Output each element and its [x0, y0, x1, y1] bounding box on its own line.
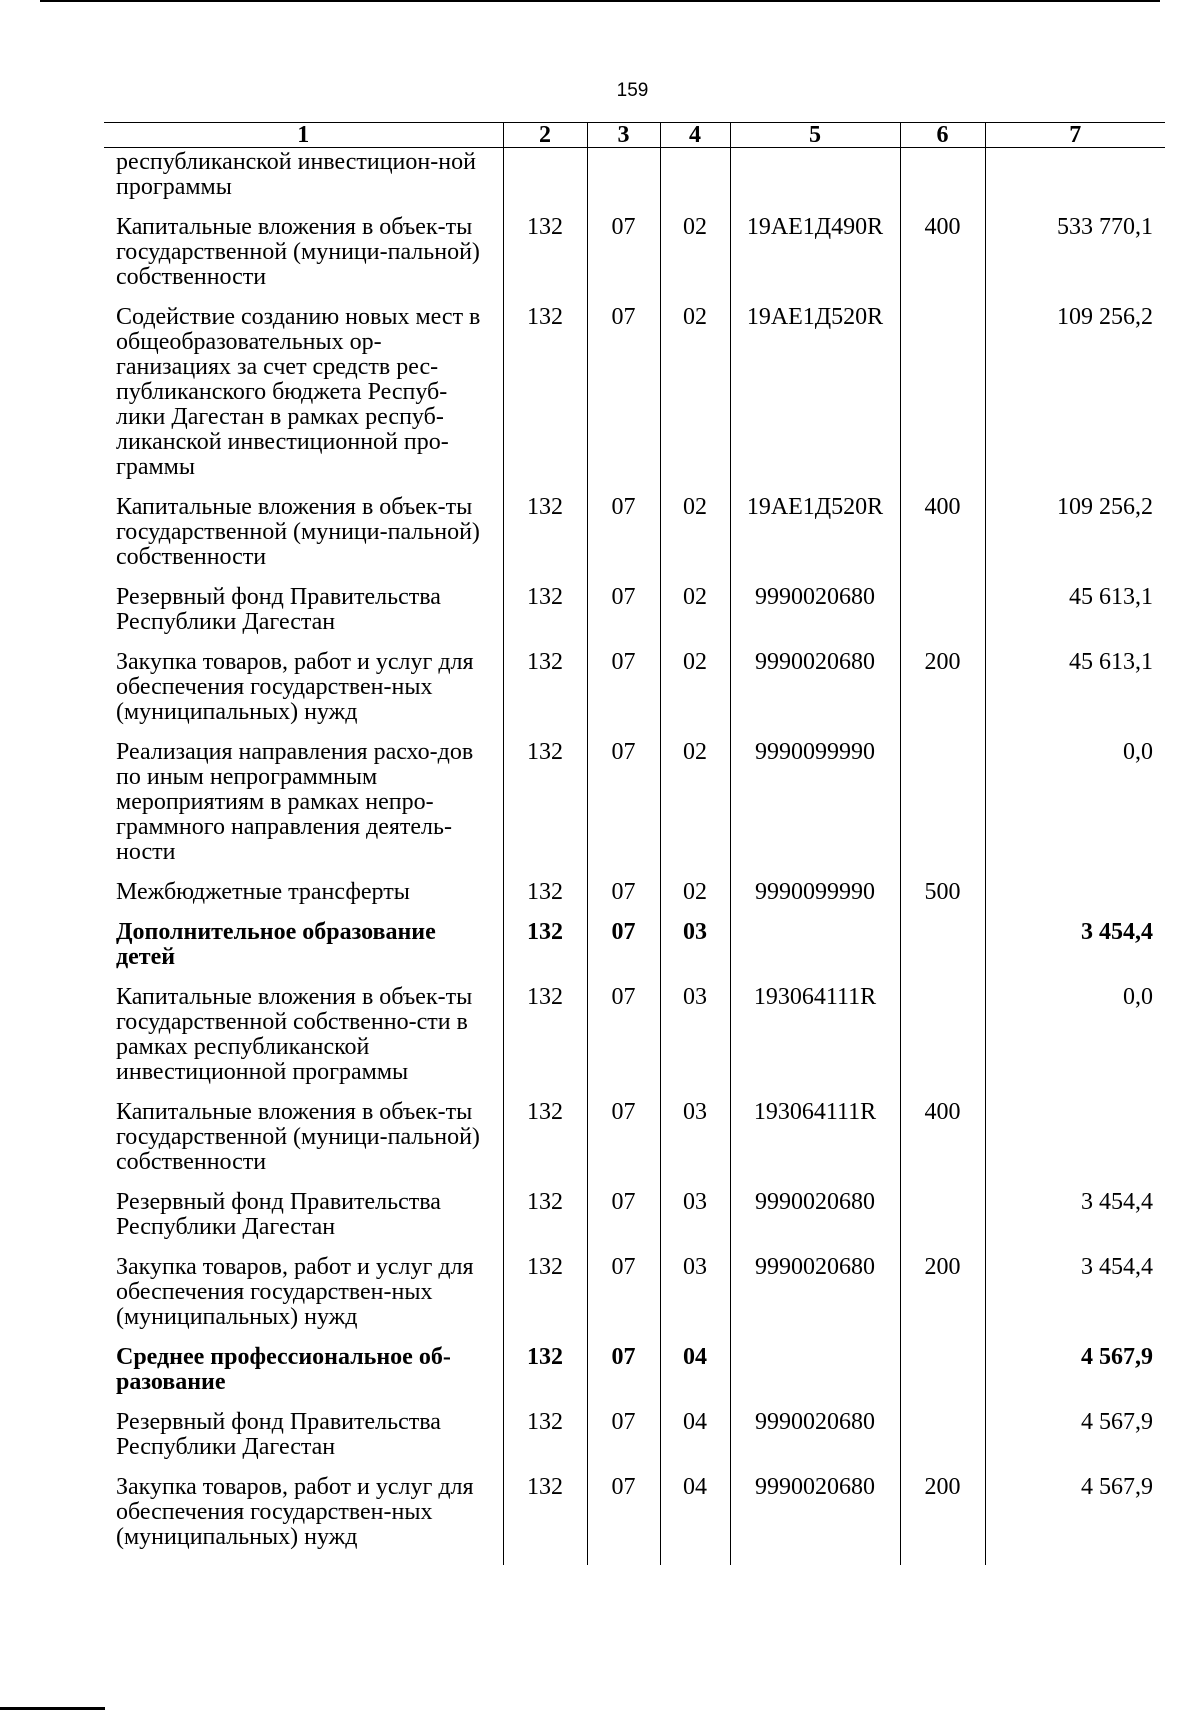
- header-row: [104, 123, 1165, 148]
- table-row: [104, 920, 1165, 985]
- amount-cell: 3 454,4: [985, 920, 1165, 985]
- target-article-cell: 9990020680: [730, 1190, 900, 1255]
- target-article-cell: 19АЕ1Д520R: [730, 495, 900, 585]
- expense-type-cell: 400: [900, 495, 985, 585]
- target-article-cell: 9990099990: [730, 880, 900, 920]
- row-name-cell: Дополнительное образование детей: [116, 919, 436, 970]
- row-name-cell: Резервный фонд Правительства Республики Дагестан: [116, 1409, 441, 1460]
- table-row: [104, 1410, 1165, 1475]
- page-number: 159: [616, 80, 649, 101]
- subsection-cell: 04: [660, 1475, 730, 1565]
- column-header: 6: [900, 123, 985, 148]
- column-header: 7: [985, 123, 1165, 148]
- row-name-cell: Содействие созданию новых мест в общеобразовательных ор-ганизациях за счет средств рес-публиканского бюджета Респуб-лики Дагестан в рамках респуб-ликанской инвестиционной про-граммы: [116, 304, 481, 480]
- code-cell: 132: [503, 880, 587, 920]
- section-cell: 07: [587, 1475, 660, 1565]
- code-cell: 132: [503, 1255, 587, 1345]
- subsection-cell: 02: [660, 215, 730, 305]
- target-article-cell: 19АЕ1Д490R: [730, 215, 900, 305]
- amount-cell: [985, 1100, 1165, 1190]
- section-cell: 07: [587, 215, 660, 305]
- table-row: [104, 1255, 1165, 1345]
- subsection-cell: 02: [660, 740, 730, 880]
- subsection-cell: 02: [660, 495, 730, 585]
- footnote-rule: [0, 1707, 105, 1710]
- column-header: 2: [503, 123, 587, 148]
- section-cell: 07: [587, 305, 660, 495]
- expense-type-cell: 200: [900, 650, 985, 740]
- code-cell: 132: [503, 740, 587, 880]
- target-article-cell: 193064111R: [730, 985, 900, 1100]
- target-article-cell: 9990020680: [730, 1255, 900, 1345]
- row-name-cell: Закупка товаров, работ и услуг для обеспечения государствен-ных (муниципальных) нужд: [116, 1474, 474, 1550]
- section-cell: 07: [587, 1100, 660, 1190]
- subsection-cell: 03: [660, 1255, 730, 1345]
- table-row: [104, 985, 1165, 1100]
- table-row: [104, 1190, 1165, 1255]
- row-name-cell: Закупка товаров, работ и услуг для обеспечения государствен-ных (муниципальных) нужд: [116, 649, 474, 725]
- code-cell: 132: [503, 1100, 587, 1190]
- amount-cell: 45 613,1: [985, 650, 1165, 740]
- section-cell: [587, 148, 660, 216]
- section-cell: 07: [587, 1190, 660, 1255]
- expense-type-cell: [900, 585, 985, 650]
- row-name-cell: Межбюджетные трансферты: [116, 879, 410, 905]
- row-name-cell: республиканской инвестицион-ной программы: [116, 149, 476, 200]
- amount-cell: 4 567,9: [985, 1410, 1165, 1475]
- amount-cell: 533 770,1: [985, 215, 1165, 305]
- budget-table: [104, 122, 1165, 1565]
- code-cell: 132: [503, 920, 587, 985]
- amount-cell: 0,0: [985, 740, 1165, 880]
- column-header: 4: [660, 123, 730, 148]
- amount-cell: 4 567,9: [985, 1345, 1165, 1410]
- table-row: [104, 740, 1165, 880]
- expense-type-cell: 400: [900, 1100, 985, 1190]
- expense-type-cell: [900, 148, 985, 216]
- column-header: 1: [104, 123, 503, 148]
- code-cell: 132: [503, 585, 587, 650]
- amount-cell: 0,0: [985, 985, 1165, 1100]
- table-row: [104, 148, 1165, 216]
- expense-type-cell: [900, 920, 985, 985]
- code-cell: 132: [503, 1345, 587, 1410]
- target-article-cell: 9990099990: [730, 740, 900, 880]
- row-name-cell: Резервный фонд Правительства Республики Дагестан: [116, 584, 441, 635]
- subsection-cell: 03: [660, 985, 730, 1100]
- amount-cell: 109 256,2: [985, 305, 1165, 495]
- code-cell: 132: [503, 1190, 587, 1255]
- target-article-cell: 9990020680: [730, 650, 900, 740]
- expense-type-cell: [900, 985, 985, 1100]
- table-body: [104, 148, 1165, 1566]
- code-cell: 132: [503, 1475, 587, 1565]
- section-cell: 07: [587, 1255, 660, 1345]
- section-cell: 07: [587, 495, 660, 585]
- column-header: 3: [587, 123, 660, 148]
- section-cell: 07: [587, 650, 660, 740]
- row-name-cell: Капитальные вложения в объек-ты государственной собственно-сти в рамках республиканской инвестиционной программы: [116, 984, 473, 1085]
- target-article-cell: 9990020680: [730, 1475, 900, 1565]
- target-article-cell: [730, 920, 900, 985]
- subsection-cell: 03: [660, 920, 730, 985]
- table-row: [104, 585, 1165, 650]
- amount-cell: 3 454,4: [985, 1190, 1165, 1255]
- subsection-cell: [660, 148, 730, 216]
- target-article-cell: 19АЕ1Д520R: [730, 305, 900, 495]
- expense-type-cell: [900, 305, 985, 495]
- code-cell: [503, 148, 587, 216]
- expense-type-cell: [900, 1190, 985, 1255]
- row-name-cell: Капитальные вложения в объек-ты государственной (муници-пальной) собственности: [116, 494, 480, 570]
- table-row: [104, 1100, 1165, 1190]
- expense-type-cell: [900, 1345, 985, 1410]
- target-article-cell: [730, 1345, 900, 1410]
- expense-type-cell: 200: [900, 1475, 985, 1565]
- table-row: [104, 1345, 1165, 1410]
- expense-type-cell: 200: [900, 1255, 985, 1345]
- subsection-cell: 04: [660, 1410, 730, 1475]
- table-row: [104, 215, 1165, 305]
- amount-cell: 4 567,9: [985, 1475, 1165, 1565]
- expense-type-cell: 400: [900, 215, 985, 305]
- row-name-cell: Закупка товаров, работ и услуг для обеспечения государствен-ных (муниципальных) нужд: [116, 1254, 474, 1330]
- section-cell: 07: [587, 985, 660, 1100]
- row-name-cell: Среднее профессиональное об-разование: [116, 1344, 451, 1395]
- subsection-cell: 02: [660, 650, 730, 740]
- code-cell: 132: [503, 215, 587, 305]
- section-cell: 07: [587, 740, 660, 880]
- code-cell: 132: [503, 495, 587, 585]
- table-row: [104, 1475, 1165, 1565]
- target-article-cell: 9990020680: [730, 1410, 900, 1475]
- expense-type-cell: [900, 1410, 985, 1475]
- subsection-cell: 04: [660, 1345, 730, 1410]
- amount-cell: 45 613,1: [985, 585, 1165, 650]
- column-header: 5: [730, 123, 900, 148]
- section-cell: 07: [587, 1345, 660, 1410]
- target-article-cell: 193064111R: [730, 1100, 900, 1190]
- amount-cell: [985, 148, 1165, 216]
- code-cell: 132: [503, 305, 587, 495]
- row-name-cell: Резервный фонд Правительства Республики Дагестан: [116, 1189, 441, 1240]
- amount-cell: 109 256,2: [985, 495, 1165, 585]
- subsection-cell: 03: [660, 1100, 730, 1190]
- top-rule: [40, 0, 1160, 2]
- table-row: [104, 650, 1165, 740]
- subsection-cell: 03: [660, 1190, 730, 1255]
- subsection-cell: 02: [660, 305, 730, 495]
- expense-type-cell: 500: [900, 880, 985, 920]
- amount-cell: 3 454,4: [985, 1255, 1165, 1345]
- table-row: [104, 495, 1165, 585]
- section-cell: 07: [587, 920, 660, 985]
- amount-cell: [985, 880, 1165, 920]
- row-name-cell: Реализация направления расхо-дов по иным непрограммным мероприятиям в рамках непро-граммного направления деятель-ности: [116, 739, 474, 865]
- section-cell: 07: [587, 585, 660, 650]
- row-name-cell: Капитальные вложения в объек-ты государственной (муници-пальной) собственности: [116, 1099, 480, 1175]
- target-article-cell: 9990020680: [730, 585, 900, 650]
- target-article-cell: [730, 148, 900, 216]
- subsection-cell: 02: [660, 880, 730, 920]
- row-name-cell: Капитальные вложения в объек-ты государственной (муници-пальной) собственности: [116, 214, 480, 290]
- section-cell: 07: [587, 880, 660, 920]
- table-row: [104, 880, 1165, 920]
- code-cell: 132: [503, 985, 587, 1100]
- section-cell: 07: [587, 1410, 660, 1475]
- expense-type-cell: [900, 740, 985, 880]
- subsection-cell: 02: [660, 585, 730, 650]
- code-cell: 132: [503, 1410, 587, 1475]
- table-row: [104, 305, 1165, 495]
- code-cell: 132: [503, 650, 587, 740]
